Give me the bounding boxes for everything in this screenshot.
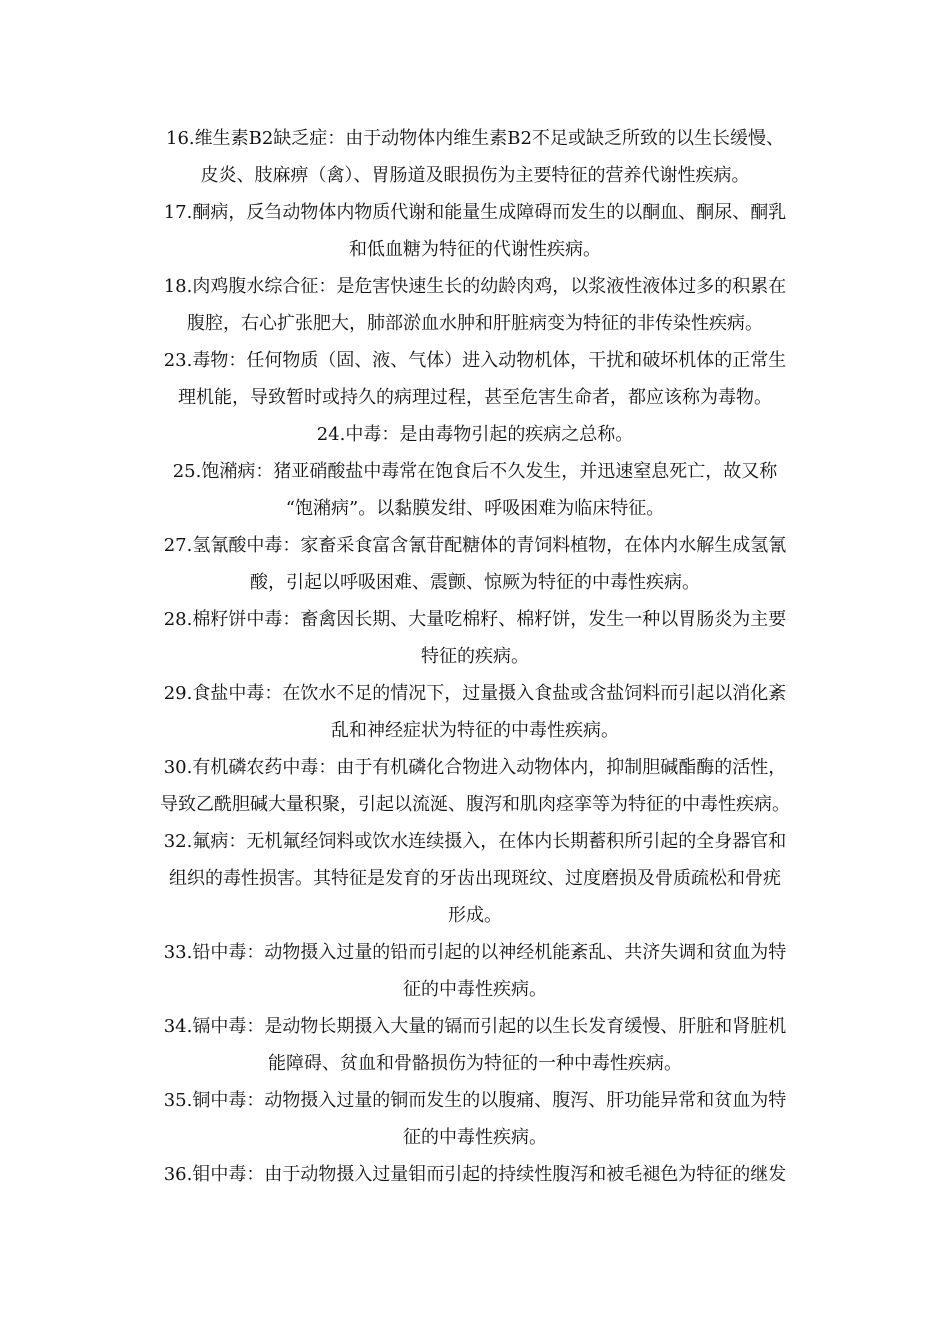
text-line: 酸，引起以呼吸困难、震颤、惊厥为特征的中毒性疾病。	[250, 572, 700, 593]
text-line: 征的中毒性疾病。	[403, 1127, 547, 1148]
text-line: 征的中毒性疾病。	[403, 979, 547, 1000]
text-line: 35.铜中毒：动物摄入过量的铜而发生的以腹痛、腹泻、肝功能异常和贫血为特	[163, 1090, 787, 1111]
text-line: 25.饱潲病：猪亚硝酸盐中毒常在饱食后不久发生，并迅速窒息死亡，故又称	[172, 461, 778, 482]
text-line: 27.氢氰酸中毒：家畜采食富含氰苷配糖体的青饲料植物，在体内水解生成氢氰	[163, 535, 787, 556]
text-line: 36.钼中毒：由于动物摄入过量钼而引起的持续性腹泻和被毛褪色为特征的继发	[163, 1164, 787, 1185]
text-line: 16.维生素B2缺乏症：由于动物体内维生素B2不足或缺乏所致的以生长缓慢、	[166, 128, 784, 149]
text-line: 特征的疾病。	[421, 646, 529, 667]
text-line: 18.肉鸡腹水综合征：是危害快速生长的幼龄肉鸡，以浆液性液体过多的积累在	[163, 276, 787, 297]
text-line: 34.镉中毒：是动物长期摄入大量的镉而引起的以生长发育缓慢、肝脏和肾脏机	[163, 1016, 787, 1037]
text-line: 29.食盐中毒：在饮水不足的情况下，过量摄入食盐或含盐饲料而引起以消化紊	[163, 683, 787, 704]
text-line: 28.棉籽饼中毒：畜禽因长期、大量吃棉籽、棉籽饼，发生一种以胃肠炎为主要	[163, 609, 787, 630]
text-line: 能障碍、贫血和骨骼损伤为特征的一种中毒性疾病。	[268, 1053, 682, 1074]
text-line: 组织的毒性损害。其特征是发育的牙齿出现斑纹、过度磨损及骨质疏松和骨疣	[169, 868, 781, 889]
text-line: 32.氟病：无机氟经饲料或饮水连续摄入，在体内长期蓄积所引起的全身器官和	[163, 831, 787, 852]
text-line: 乱和神经症状为特征的中毒性疾病。	[331, 720, 619, 741]
text-line: 形成。	[448, 905, 502, 926]
text-line: 23.毒物：任何物质（固、液、气体）进入动物机体，干扰和破坏机体的正常生	[163, 350, 787, 371]
text-line: 33.铅中毒：动物摄入过量的铅而引起的以神经机能紊乱、共济失调和贫血为特	[163, 942, 787, 963]
text-line: 30.有机磷农药中毒：由于有机磷化合物进入动物体内，抑制胆碱酯酶的活性，	[163, 757, 787, 778]
text-line: 皮炎、肢麻痹（禽）、胃肠道及眼损伤为主要特征的营养代谢性疾病。	[200, 165, 750, 186]
text-line: “饱潲病”。以黏膜发绀、呼吸困难为临床特征。	[285, 498, 665, 519]
text-line: 导致乙酰胆碱大量积聚，引起以流涎、腹泻和肌肉痉挛等为特征的中毒性疾病。	[160, 794, 790, 815]
text-line: 和低血糖为特征的代谢性疾病。	[349, 239, 601, 260]
text-line: 24.中毒：是由毒物引起的疾病之总称。	[316, 424, 634, 445]
text-line: 理机能，导致暂时或持久的病理过程，甚至危害生命者，都应该称为毒物。	[178, 387, 772, 408]
text-line: 17.酮病，反刍动物体内物质代谢和能量生成障碍而发生的以酮血、酮尿、酮乳	[163, 202, 787, 223]
text-line: 腹腔，右心扩张肥大，肺部淤血水肿和肝脏病变为特征的非传染性疾病。	[187, 313, 763, 334]
